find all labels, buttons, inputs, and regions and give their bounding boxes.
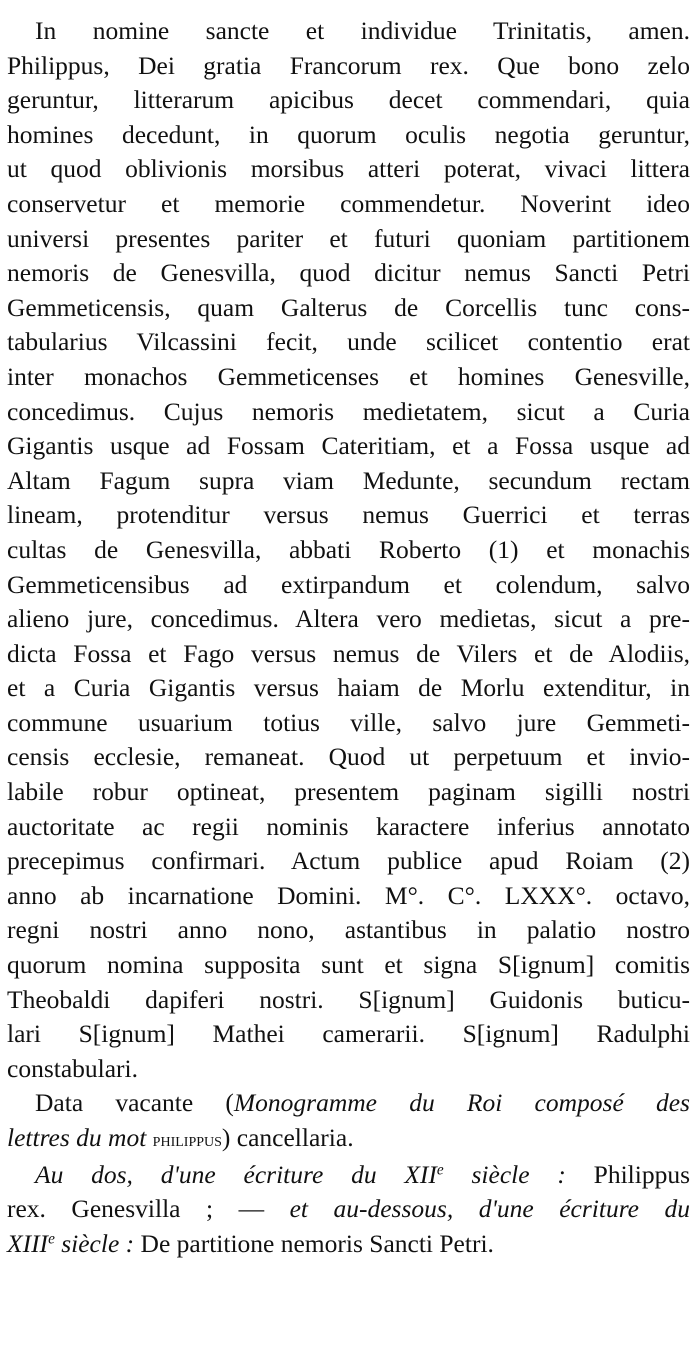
data-note-text: Data vacante (: [35, 1088, 234, 1118]
data-note-after: ) cancellaria.: [221, 1123, 354, 1152]
dorse-italic-b: et au-dessous, d'une écriture du: [289, 1194, 690, 1224]
charter-line: precepimus confirmari. Actum publice apud Roiam (2): [7, 846, 690, 876]
dorse-sup-a: e: [436, 1161, 444, 1179]
data-note-italic-2: lettres du mot: [7, 1123, 147, 1152]
charter-line: regni nostri anno nono, astantibus in palatio nostro: [7, 915, 690, 945]
charter-line: dicta Fossa et Fago versus nemus de Vilers et de Alodiis,: [7, 638, 690, 668]
charter-line: Altam Fagum supra viam Medunte, secundum rectam: [7, 465, 690, 495]
data-note: [7, 1086, 690, 1157]
dorse-italic-c2: siècle :: [54, 1228, 135, 1258]
dorse-text-c: De partitione nemoris Sancti Petri.: [134, 1228, 494, 1258]
charter-line: Gigantis usque ad Fossam Cateritiam, et a Fossa usque ad: [7, 431, 690, 461]
charter-line: concedimus. Cujus nemoris medietatem, sicut a Curia: [7, 396, 690, 426]
charter-text: [7, 14, 690, 1086]
charter-line: alieno jure, concedimus. Altera vero medietas, sicut a pre-: [7, 604, 690, 634]
charter-line: geruntur, litterarum apicibus decet commendari, quia: [7, 85, 690, 115]
charter-line: constabulari.: [7, 1053, 138, 1083]
charter-line: cultas de Genesvilla, abbati Roberto (1) et monachis: [7, 534, 690, 564]
dorse-text-a: Philippus: [565, 1159, 690, 1189]
charter-line: ut quod oblivionis morsibus atteri poterat, vivaci littera: [7, 154, 690, 184]
charter-line: homines decedunt, in quorum oculis negotia geruntur,: [7, 119, 690, 149]
charter-line: Gemmeticensis, quam Galterus de Corcellis tunc cons-: [7, 292, 690, 322]
dorse-line-1: [7, 1158, 690, 1193]
data-note-smallcaps: philippus: [152, 1129, 222, 1151]
dorse-line-3: [7, 1227, 690, 1262]
data-note-italic: Monogramme du Roi composé des: [233, 1088, 690, 1118]
data-note-line-1: [7, 1086, 690, 1121]
charter-line: inter monachos Gemmeticenses et homines Genesville,: [7, 361, 690, 391]
charter-line: Philippus, Dei gratia Francorum rex. Que bono zelo: [7, 50, 690, 80]
charter-line: anno ab incarnatione Domini. M°. C°. LXXX°. octavo,: [7, 880, 690, 910]
charter-line: universi presentes pariter et futuri quoniam partitionem: [7, 223, 690, 253]
data-note-line-2: [7, 1121, 690, 1158]
charter-line: In nomine sancte et individue Trinitatis, amen.: [35, 16, 690, 45]
charter-line: commune usuarium totius ville, salvo jure Gemmeti-: [7, 707, 690, 737]
charter-line: quorum nomina supposita sunt et signa S[ignum] comitis: [7, 950, 690, 980]
dorse-note: [7, 1158, 690, 1262]
charter-line: et a Curia Gigantis versus haiam de Morlu extenditur, in: [7, 673, 690, 703]
charter-line: conservetur et memorie commendetur. Noverint ideo: [7, 188, 690, 218]
dorse-italic-c: XIII: [7, 1228, 49, 1258]
charter-line: tabularius Vilcassini fecit, unde scilicet contentio erat: [7, 327, 690, 357]
document-page: [7, 14, 690, 1261]
charter-line: nemoris de Genesvilla, quod dicitur nemus Sancti Petri: [7, 258, 690, 288]
charter-line: censis ecclesie, remaneat. Quod ut perpetuum et invio-: [7, 742, 690, 772]
charter-line: lari S[ignum] Mathei camerarii. S[ignum] Radulphi: [7, 1019, 690, 1049]
charter-line: labile robur optineat, presentem paginam sigilli nostri: [7, 777, 690, 807]
dorse-italic-a: Au dos, d'une écriture du XII: [35, 1159, 437, 1189]
dorse-sup-c: e: [48, 1230, 55, 1248]
charter-line: Gemmeticensibus ad extirpandum et colendum, salvo: [7, 569, 690, 599]
dorse-line-2: [7, 1192, 690, 1227]
charter-line: Theobaldi dapiferi nostri. S[ignum] Guidonis buticu-: [7, 984, 690, 1014]
charter-line: auctoritate ac regii nominis karactere inferius annotato: [7, 811, 690, 841]
dorse-text-b: rex. Genesvilla ; —: [7, 1194, 290, 1224]
dorse-italic-a2: siècle :: [443, 1159, 566, 1189]
charter-line: lineam, protenditur versus nemus Guerrici et terras: [7, 500, 690, 530]
